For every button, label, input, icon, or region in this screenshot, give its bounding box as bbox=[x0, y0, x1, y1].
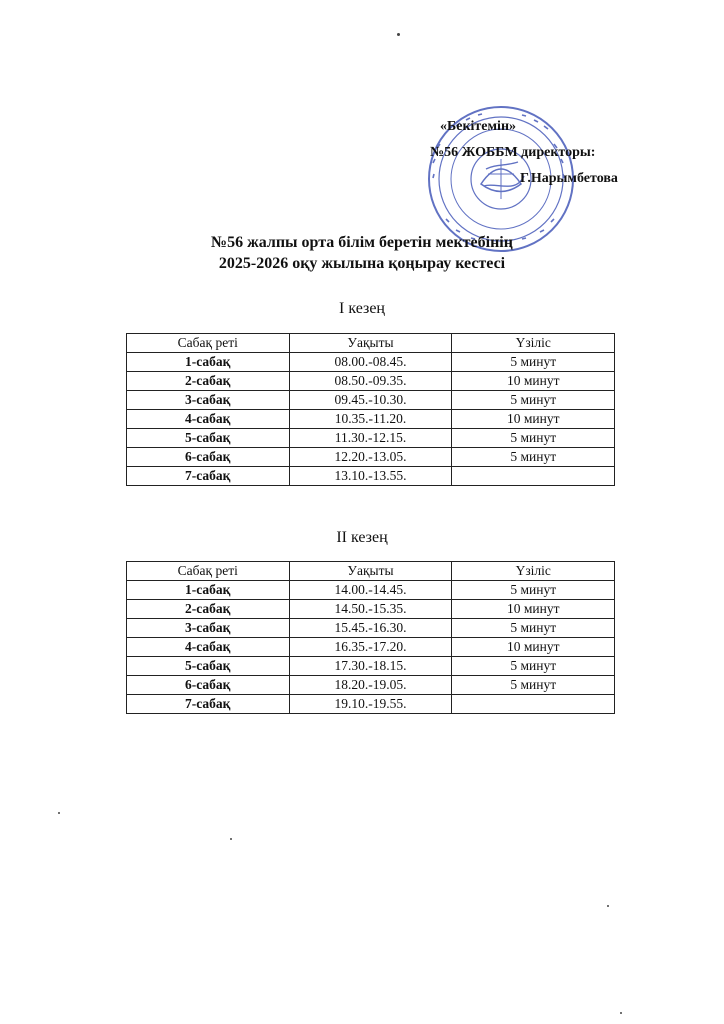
lesson-cell: 1-сабақ bbox=[127, 353, 290, 372]
time-cell: 08.50.-09.35. bbox=[289, 372, 452, 391]
break-cell: 5 минут bbox=[452, 657, 615, 676]
scan-speck bbox=[607, 905, 609, 907]
time-cell: 09.45.-10.30. bbox=[289, 391, 452, 410]
period-1-heading: I кезең bbox=[339, 300, 385, 317]
table-row bbox=[127, 657, 615, 676]
lesson-cell: 1-сабақ bbox=[127, 581, 290, 600]
lesson-cell: 7-сабақ bbox=[127, 467, 290, 486]
break-cell: 10 минут bbox=[452, 372, 615, 391]
break-cell bbox=[452, 467, 615, 486]
lesson-cell: 5-сабақ bbox=[127, 429, 290, 448]
table-row bbox=[127, 391, 615, 410]
break-cell: 10 минут bbox=[452, 638, 615, 657]
title-line-1: №56 жалпы орта білім беретін мектебінің bbox=[211, 234, 513, 251]
table-row bbox=[127, 600, 615, 619]
lesson-cell: 5-сабақ bbox=[127, 657, 290, 676]
table-row bbox=[127, 695, 615, 714]
time-cell: 08.00.-08.45. bbox=[289, 353, 452, 372]
table-row bbox=[127, 372, 615, 391]
time-cell: 11.30.-12.15. bbox=[289, 429, 452, 448]
table-row bbox=[127, 353, 615, 372]
time-cell: 16.35.-17.20. bbox=[289, 638, 452, 657]
approval-position: №56 ЖОББМ директоры: bbox=[430, 145, 596, 160]
time-cell: 17.30.-18.15. bbox=[289, 657, 452, 676]
schedule-table-period-1 bbox=[126, 333, 615, 486]
schedule-table-period-2 bbox=[126, 561, 615, 714]
table-row bbox=[127, 619, 615, 638]
col-header-lesson: Сабақ реті bbox=[127, 562, 290, 581]
col-header-time: Уақыты bbox=[289, 334, 452, 353]
lesson-cell: 7-сабақ bbox=[127, 695, 290, 714]
col-header-break: Үзіліс bbox=[452, 334, 615, 353]
col-header-break: Үзіліс bbox=[452, 562, 615, 581]
break-cell: 5 минут bbox=[452, 391, 615, 410]
break-cell: 5 минут bbox=[452, 676, 615, 695]
title-line-2: 2025-2026 оқу жылына қоңырау кестесі bbox=[218, 255, 506, 272]
lesson-cell: 2-сабақ bbox=[127, 600, 290, 619]
col-header-lesson: Сабақ реті bbox=[127, 334, 290, 353]
time-cell: 12.20.-13.05. bbox=[289, 448, 452, 467]
break-cell: 5 минут bbox=[452, 619, 615, 638]
approval-title: «Бекітемін» bbox=[440, 119, 517, 134]
table-row bbox=[127, 429, 615, 448]
time-cell: 13.10.-13.55. bbox=[289, 467, 452, 486]
approval-signatory: Г.Нарымбетова bbox=[520, 171, 618, 186]
table-row bbox=[127, 581, 615, 600]
break-cell: 5 минут bbox=[452, 448, 615, 467]
lesson-cell: 3-сабақ bbox=[127, 619, 290, 638]
scan-speck bbox=[397, 33, 400, 36]
col-header-time: Уақыты bbox=[289, 562, 452, 581]
table-row bbox=[127, 410, 615, 429]
lesson-cell: 6-сабақ bbox=[127, 448, 290, 467]
table-row bbox=[127, 448, 615, 467]
time-cell: 19.10.-19.55. bbox=[289, 695, 452, 714]
period-2-heading: II кезең bbox=[336, 529, 388, 546]
time-cell: 10.35.-11.20. bbox=[289, 410, 452, 429]
lesson-cell: 4-сабақ bbox=[127, 410, 290, 429]
break-cell: 10 минут bbox=[452, 410, 615, 429]
scan-speck bbox=[620, 1012, 622, 1014]
lesson-cell: 4-сабақ bbox=[127, 638, 290, 657]
break-cell bbox=[452, 695, 615, 714]
break-cell: 5 минут bbox=[452, 581, 615, 600]
lesson-cell: 3-сабақ bbox=[127, 391, 290, 410]
lesson-cell: 6-сабақ bbox=[127, 676, 290, 695]
table-row bbox=[127, 638, 615, 657]
document-title bbox=[0, 232, 724, 274]
break-cell: 10 минут bbox=[452, 600, 615, 619]
scan-speck bbox=[230, 838, 232, 840]
break-cell: 5 минут bbox=[452, 429, 615, 448]
break-cell: 5 минут bbox=[452, 353, 615, 372]
time-cell: 18.20.-19.05. bbox=[289, 676, 452, 695]
table-row bbox=[127, 676, 615, 695]
time-cell: 14.50.-15.35. bbox=[289, 600, 452, 619]
lesson-cell: 2-сабақ bbox=[127, 372, 290, 391]
approval-block bbox=[430, 114, 660, 192]
time-cell: 15.45.-16.30. bbox=[289, 619, 452, 638]
table-header-row bbox=[127, 334, 615, 353]
scan-speck bbox=[58, 812, 60, 814]
time-cell: 14.00.-14.45. bbox=[289, 581, 452, 600]
table-row bbox=[127, 467, 615, 486]
table-header-row bbox=[127, 562, 615, 581]
